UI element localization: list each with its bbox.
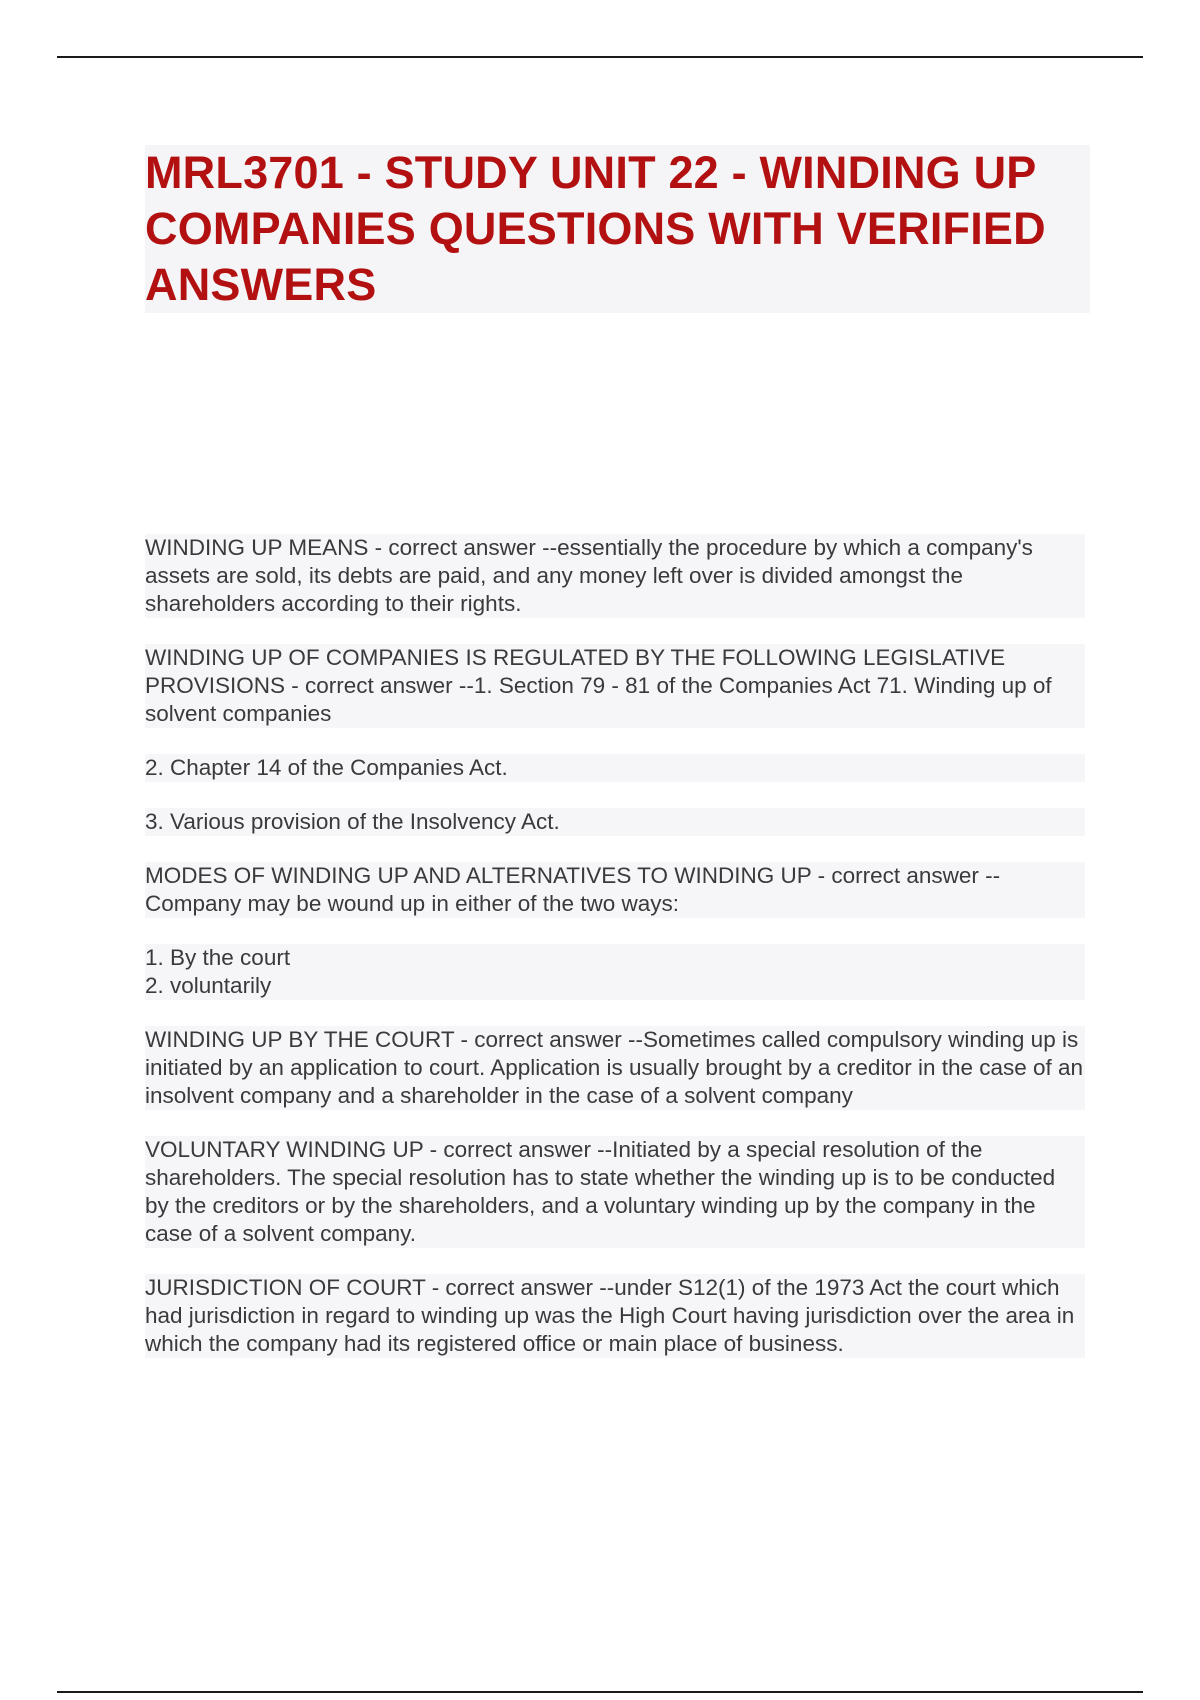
list-item-by-the-court: 1. By the court xyxy=(145,944,1085,972)
bottom-rule xyxy=(57,1691,1143,1693)
qa-entry-voluntary-winding-up xyxy=(145,1136,1085,1248)
answer-label: - correct answer -- xyxy=(291,673,474,698)
answer-text: under S12(1) of the 1973 Act the court which had jurisdiction in regard to winding up was the High Court having jurisdiction over the area in which the company had its registered office or main place of business. xyxy=(145,1275,1075,1356)
page-title: MRL3701 - STUDY UNIT 22 - WINDING UP COMPANIES QUESTIONS WITH VERIFIED ANSWERS xyxy=(145,147,1046,310)
list-item-chapter-14: 2. Chapter 14 of the Companies Act. xyxy=(145,754,1085,782)
answer-text: Initiated by a special resolution of the shareholders. The special resolution has to state whether the winding up is to be conducted by the creditors or by the shareholders, and a voluntary winding up by the company in the case of a solvent company. xyxy=(145,1137,1056,1246)
qa-entry-winding-up-means xyxy=(145,534,1085,618)
top-rule xyxy=(57,56,1143,58)
question-text: WINDING UP OF COMPANIES IS REGULATED BY THE FOLLOWING LEGISLATIVE PROVISIONS xyxy=(145,645,1006,698)
answer-text: Company may be wound up in either of the two ways: xyxy=(145,891,680,916)
answer-label: - correct answer -- xyxy=(431,1275,615,1300)
answer-text: Sometimes called compulsory winding up is initiated by an application to court. Application is usually brought by a creditor in the case of an insolvent company and a shareholder in the case of a solvent company xyxy=(145,1027,1084,1108)
document-body xyxy=(145,534,1085,1384)
qa-entry-modes-of-winding-up xyxy=(145,862,1085,918)
list-item-insolvency-act: 3. Various provision of the Insolvency Act. xyxy=(145,808,1085,836)
question-text: VOLUNTARY WINDING UP xyxy=(145,1137,430,1162)
title-block xyxy=(145,145,1090,313)
list-item-voluntarily: 2. voluntarily xyxy=(145,972,1085,1000)
answer-text: 1. Section 79 - 81 of the Companies Act 71. Winding up of solvent companies xyxy=(145,673,1052,726)
qa-entry-jurisdiction-of-court xyxy=(145,1274,1085,1358)
question-text: MODES OF WINDING UP AND ALTERNATIVES TO WINDING UP xyxy=(145,863,818,888)
answer-text: essentially the procedure by which a company's assets are sold, its debts are paid, and any money left over is divided amongst the shareholders according to their rights. xyxy=(145,535,1033,616)
answer-label: - correct answer -- xyxy=(817,863,1001,888)
answer-label: - correct answer -- xyxy=(374,535,558,560)
qa-entry-winding-up-by-court xyxy=(145,1026,1085,1110)
question-text: JURISDICTION OF COURT xyxy=(145,1275,432,1300)
answer-label: - correct answer -- xyxy=(460,1027,644,1052)
question-text: WINDING UP MEANS xyxy=(145,535,375,560)
question-text: WINDING UP BY THE COURT xyxy=(145,1027,461,1052)
answer-label: - correct answer -- xyxy=(429,1137,613,1162)
qa-entry-legislative-provisions xyxy=(145,644,1085,728)
